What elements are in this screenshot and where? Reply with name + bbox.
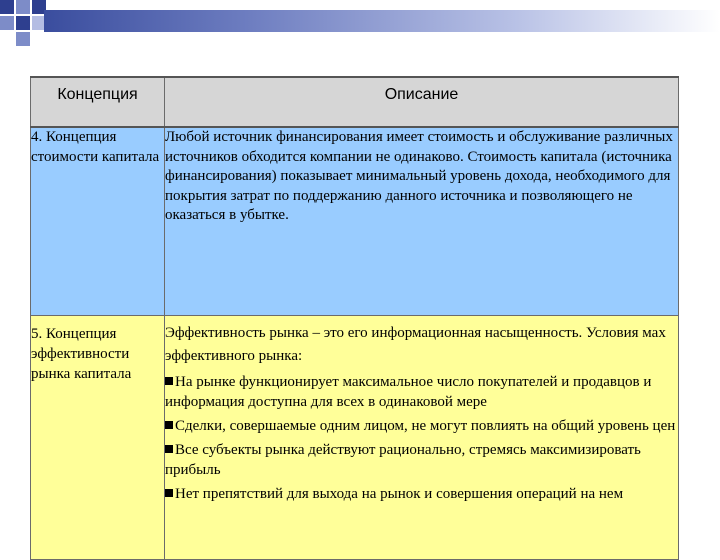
square-bullet-icon <box>165 421 173 429</box>
bullet-item <box>165 416 678 436</box>
table-row <box>31 315 679 559</box>
bullet-text: Нет препятствий для выхода на рынок и совершения операций на нем <box>175 485 624 502</box>
description-intro: Эффективность рынка – это его информационная насыщенность. Условия мах эффективного рынка: <box>165 324 666 364</box>
bullet-item <box>165 372 678 412</box>
header-gradient-bar <box>44 10 720 32</box>
bullet-text: Сделки, совершаемые одним лицом, не могут повлиять на общий уровень цен <box>175 417 676 434</box>
bullet-item <box>165 440 678 480</box>
table-row <box>31 127 679 315</box>
description-cell: Любой источник финансирования имеет стоимость и обслуживание различных источников обходится компании не одинаково. Стоимость капитала (источника финансирования) показывает минимальный уровень дохода, необходимого для покрытия затрат по поддержанию данного источника и позволяющего не оказаться в убытке. <box>165 127 679 315</box>
concepts-table <box>30 76 679 560</box>
square-bullet-icon <box>165 377 173 385</box>
concept-cell: 5. Концепция эффективности рынка капитала <box>31 315 165 559</box>
bullet-text: На рынке функционирует максимальное число покупателей и продавцов и информация доступна для всех в одинаковой мере <box>165 373 652 410</box>
header-description: Описание <box>165 77 679 127</box>
decor-square-1 <box>0 0 14 14</box>
concept-cell: 4. Концепция стоимости капитала <box>31 127 165 315</box>
decor-square-5 <box>16 16 30 30</box>
square-bullet-icon <box>165 445 173 453</box>
table-header-row <box>31 77 679 127</box>
description-cell <box>165 315 679 559</box>
decor-square-7 <box>16 32 30 46</box>
decor-square-4 <box>0 16 14 30</box>
bullet-item <box>165 484 678 504</box>
square-bullet-icon <box>165 489 173 497</box>
decor-square-2 <box>16 0 30 14</box>
bullet-text: Все субъекты рынка действуют рационально, стремясь максимизировать прибыль <box>165 441 641 478</box>
header-concept: Концепция <box>31 77 165 127</box>
